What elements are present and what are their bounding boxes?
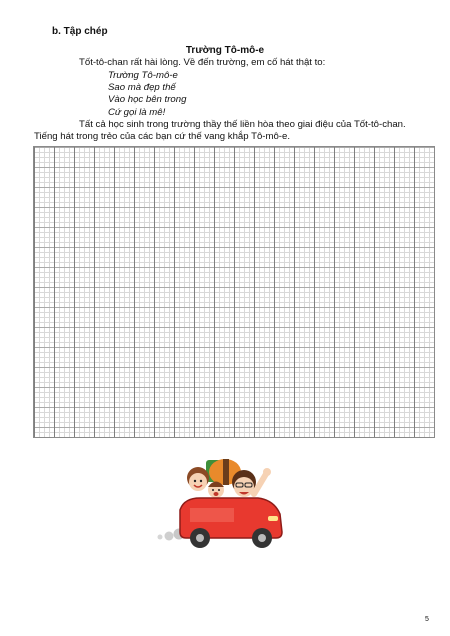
car-family-illustration bbox=[150, 452, 290, 552]
closing-paragraph: Tất cả học sinh trong trường thầy thế liền hòa theo giai điệu của Tốt-tô-chan. Tiếng hát trong trẻo của các bạn cứ thế vang khắp Tô-mô-e. bbox=[34, 119, 406, 142]
poem-line: Trường Tô-mô-e bbox=[108, 70, 178, 81]
intro-line: Tốt-tô-chan rất hài lòng. Về đến trường, em cố hát thật to: bbox=[79, 57, 326, 68]
poem-line: Vào học bên trong bbox=[108, 94, 187, 106]
section-heading: b. Tập chép bbox=[52, 26, 108, 37]
handwriting-practice-grid[interactable] bbox=[33, 146, 435, 438]
exhaust-puff bbox=[165, 532, 174, 541]
headlight bbox=[268, 516, 278, 521]
poem-line: Cứ gọi là mê! bbox=[108, 106, 166, 118]
passage-title: Trường Tô-mô-e bbox=[185, 45, 265, 56]
poem-line: Sao mà đẹp thế bbox=[108, 82, 176, 94]
luggage-strap bbox=[223, 459, 229, 485]
exhaust-puff bbox=[158, 535, 163, 540]
poem bbox=[108, 70, 186, 119]
girl-face bbox=[189, 473, 207, 491]
page-number: 5 bbox=[425, 616, 429, 623]
